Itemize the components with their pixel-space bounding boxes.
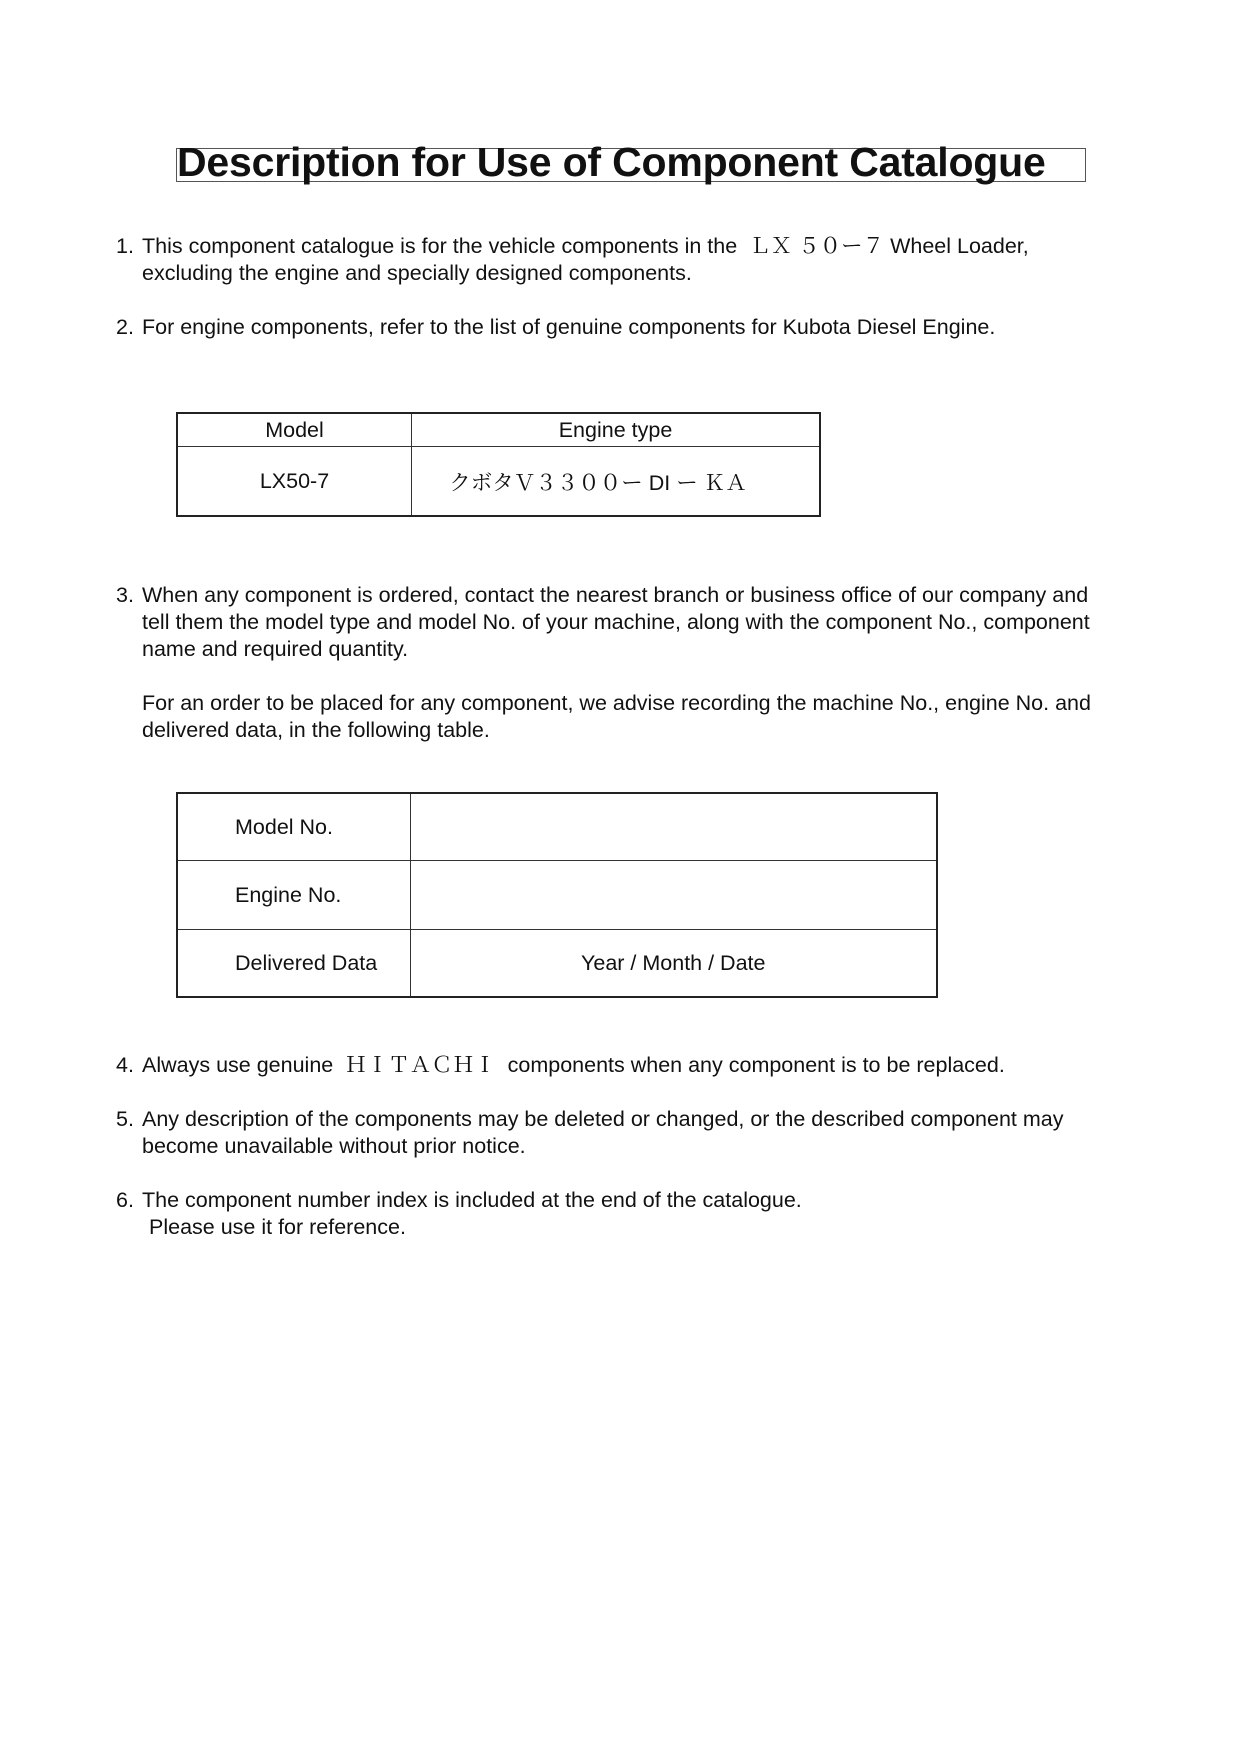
item-number: 3. [116,583,134,607]
list-item-5 [0,1106,1240,1166]
item-text: For engine components, refer to the list of genuine components for Kubota Diesel Engine. [142,315,996,339]
table-row [177,447,820,517]
table-header-row [177,413,820,447]
list-item-6 [0,1187,1240,1247]
list-item-2 [0,314,1240,344]
item-text: For an order to be placed for any component, we advise recording the machine No., engine No. and [142,691,1091,715]
item-text: When any component is ordered, contact the nearest branch or business office of our company and [142,583,1089,607]
item-text: excluding the engine and specially designed components. [142,261,692,285]
value-model-no [410,793,937,861]
item-text: become unavailable without prior notice. [142,1134,526,1158]
table-row [177,930,937,998]
label-engine-no: Engine No. [177,861,410,930]
item-text: Always use genuine ＨＩＴＡＣＨＩ components when any component is to be replaced. [142,1053,1005,1077]
table-row [177,793,937,861]
item-text: Any description of the components may be deleted or changed, or the described component may [142,1107,1064,1131]
page-title: Description for Use of Component Catalogue [177,139,1046,185]
table-row [177,861,937,930]
item-text: tell them the model type and model No. of your machine, along with the component No., component [142,610,1090,634]
item-text: name and required quantity. [142,637,409,661]
item-text: Please use it for reference. [149,1215,406,1239]
list-item-4 [0,1052,1240,1082]
header-model: Model [177,413,412,447]
list-item-1 [0,233,1240,293]
item-number: 1. [116,234,134,258]
value-delivered-data: Year / Month / Date [410,930,937,998]
list-item-3 [0,582,1240,752]
machine-record-table [176,792,938,998]
item-number: 2. [116,315,134,339]
item-number: 5. [116,1107,134,1131]
cell-model: LX50-7 [177,447,412,517]
label-model-no: Model No. [177,793,410,861]
value-engine-no [410,861,937,930]
label-delivered-data: Delivered Data [177,930,410,998]
item-number: 4. [116,1053,134,1077]
item-text: The component number index is included at the end of the catalogue. [142,1188,802,1212]
cell-engine-type: クボタＶ３３００ー DI ー ＫＡ [412,447,821,517]
header-engine-type: Engine type [412,413,821,447]
item-text: This component catalogue is for the vehicle components in the ＬＸ ５０ー７ Wheel Loader, [142,234,1029,258]
item-number: 6. [116,1188,134,1212]
item-text: delivered data, in the following table. [142,718,490,742]
engine-type-table [176,412,821,517]
